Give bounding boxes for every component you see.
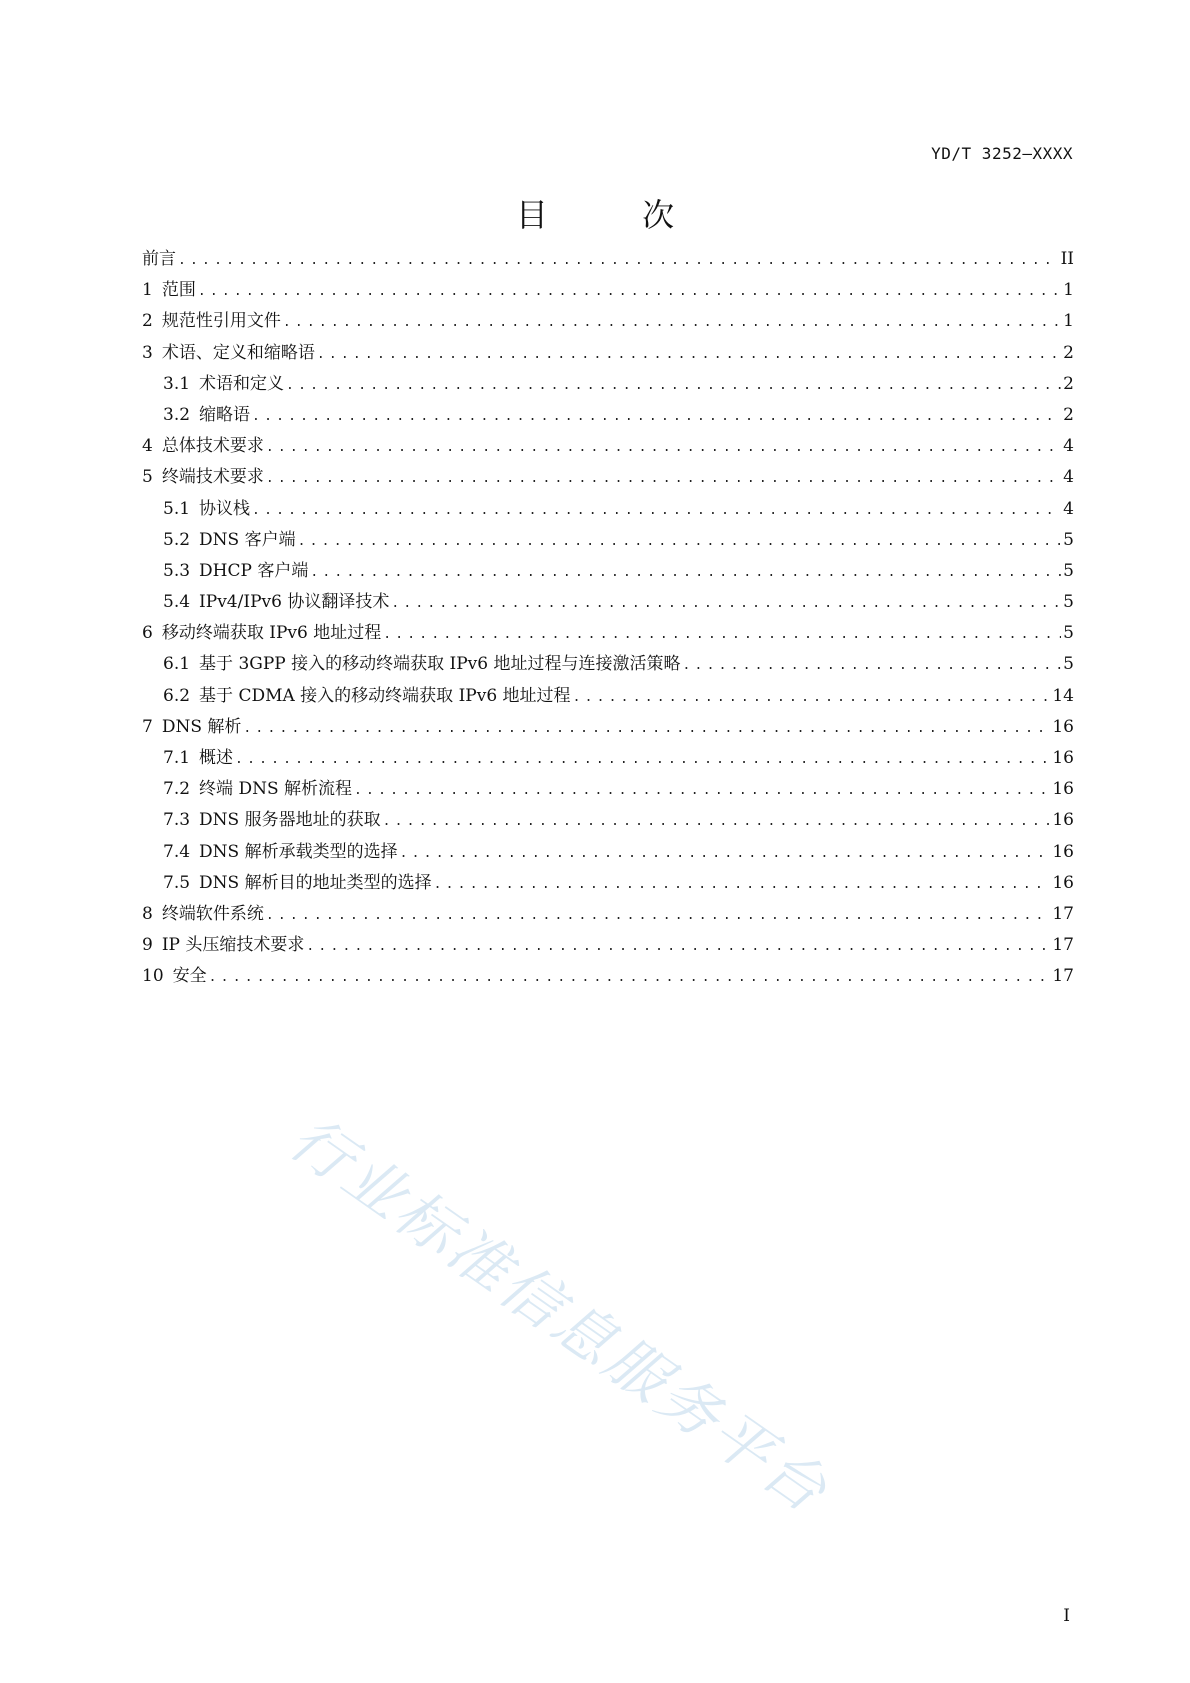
dot-leader	[286, 370, 1061, 401]
watermark: 行业标准信息服务平台	[277, 1103, 842, 1528]
dot-leader	[683, 650, 1062, 681]
dot-leader	[383, 619, 1061, 650]
toc-entry-number: 2	[142, 311, 153, 332]
toc-entry[interactable]	[142, 525, 1074, 556]
toc-entry-page: 14	[1052, 685, 1074, 706]
toc-title: 目 次	[515, 196, 717, 234]
toc-entry-label: 范围	[161, 280, 196, 301]
toc-entry-number: 5	[142, 467, 153, 488]
toc-entry-page: 16	[1052, 716, 1074, 737]
toc-entry-label: 术语和定义	[199, 373, 285, 394]
toc-entry-label: 缩略语	[199, 404, 251, 425]
toc-entry-number: 10	[142, 966, 164, 987]
toc-entry-number: 7.4	[163, 841, 191, 862]
toc-entry-page: 2	[1063, 373, 1074, 394]
toc-entry[interactable]	[142, 587, 1074, 618]
toc-entry-label: DNS 客户端	[199, 529, 296, 550]
toc-entry-label: 概述	[199, 748, 234, 768]
toc-entry-number: 1	[142, 280, 153, 301]
dot-leader	[178, 245, 1059, 276]
toc-entry-page: 16	[1052, 810, 1074, 831]
toc-entry-number: 8	[142, 903, 153, 924]
toc-entry-page: 4	[1063, 436, 1074, 457]
toc-entry-page: 4	[1063, 467, 1074, 488]
toc-entry[interactable]	[142, 556, 1074, 587]
toc-entry-label: 基于 CDMA 接入的移动终端获取 IPv6 地址过程	[199, 685, 571, 706]
toc-entry-page: 1	[1063, 311, 1074, 332]
toc-entry[interactable]	[142, 369, 1074, 400]
dot-leader	[252, 401, 1061, 432]
toc-entry-number: 7.1	[163, 748, 191, 768]
toc-entry[interactable]	[142, 431, 1074, 462]
toc-entry-number: 7.2	[163, 779, 191, 800]
toc-entry-page: 16	[1052, 872, 1074, 893]
toc-entry-label: 基于 3GPP 接入的移动终端获取 IPv6 地址过程与连接激活策略	[199, 654, 681, 675]
toc-entry-number: 6.2	[163, 685, 191, 706]
toc-entry-page: 16	[1052, 748, 1074, 768]
toc-entry-label: DNS 服务器地址的获取	[199, 810, 381, 831]
toc-entry[interactable]	[142, 930, 1074, 961]
dot-leader	[235, 744, 1050, 775]
dot-leader	[198, 276, 1061, 307]
toc-entry-page: 5	[1063, 623, 1074, 644]
toc-entry-label: 规范性引用文件	[161, 311, 281, 332]
toc-entry[interactable]	[142, 805, 1074, 836]
dot-leader	[252, 495, 1061, 526]
toc-entry-number: 7.5	[163, 872, 191, 893]
toc-entry-page: 5	[1063, 560, 1074, 581]
toc-entry-number: 7	[142, 716, 153, 737]
toc-entry-page: 17	[1052, 966, 1074, 987]
toc-entry-number: 7.3	[163, 810, 191, 831]
dot-leader	[573, 682, 1051, 713]
toc-entry-number: 6	[142, 623, 153, 644]
toc-entry-number: 5.1	[163, 498, 191, 519]
toc-entry-label: 终端技术要求	[161, 467, 264, 488]
toc-entry-page: 17	[1052, 903, 1074, 924]
dot-leader	[310, 557, 1061, 588]
toc-entry[interactable]	[142, 462, 1074, 493]
toc-entry[interactable]	[142, 338, 1074, 369]
dot-leader	[266, 432, 1061, 463]
toc-entry-label: 终端软件系统	[161, 903, 264, 924]
toc-entry[interactable]	[142, 868, 1074, 899]
toc-entry-label: DHCP 客户端	[199, 560, 309, 581]
toc-entry[interactable]	[142, 649, 1074, 680]
toc-entry-label: 移动终端获取 IPv6 地址过程	[161, 623, 382, 644]
toc-entry[interactable]	[142, 743, 1074, 774]
toc-entry-label: 终端 DNS 解析流程	[199, 779, 353, 800]
toc-entry[interactable]	[142, 774, 1074, 805]
toc-entry-number: 3.1	[163, 373, 191, 394]
dot-leader	[306, 931, 1050, 962]
dot-leader	[317, 339, 1061, 370]
dot-leader	[400, 838, 1051, 869]
toc-entry-page: 5	[1063, 529, 1074, 550]
toc-entry-label: DNS 解析	[161, 716, 242, 737]
toc-entry-number: 6.1	[163, 654, 191, 675]
dot-leader	[266, 900, 1051, 931]
toc-entry-page: 17	[1052, 935, 1074, 956]
toc-entry-number: 3	[142, 342, 153, 363]
toc-entry[interactable]	[142, 400, 1074, 431]
toc-entry-label: 协议栈	[199, 498, 251, 519]
toc-entry-label: 术语、定义和缩略语	[161, 342, 315, 363]
dot-leader	[354, 775, 1050, 806]
toc-entry-page: 5	[1063, 654, 1074, 675]
dot-leader	[243, 713, 1050, 744]
toc-entry-page: 1	[1063, 280, 1074, 301]
toc-entry-page: 4	[1063, 498, 1074, 519]
toc-entry-page: 2	[1063, 342, 1074, 363]
toc-entry-number: 5.4	[163, 592, 191, 613]
toc-entry[interactable]	[142, 306, 1074, 337]
toc-entry[interactable]	[142, 618, 1074, 649]
toc-entry-number: 3.2	[163, 404, 191, 425]
toc-entry-label: DNS 解析承载类型的选择	[199, 841, 398, 862]
dot-leader	[283, 307, 1061, 338]
toc-entry-number: 5.3	[163, 560, 191, 581]
toc-entry-label: IPv4/IPv6 协议翻译技术	[199, 592, 390, 613]
toc-entry[interactable]	[142, 275, 1074, 306]
toc-entry[interactable]	[142, 899, 1074, 930]
toc-entry[interactable]	[142, 961, 1074, 992]
toc-entry-label: 安全	[172, 966, 207, 987]
toc-entry-label: DNS 解析目的地址类型的选择	[199, 872, 432, 893]
dot-leader	[209, 962, 1051, 993]
toc-entry-number: 5.2	[163, 529, 191, 550]
toc-entry-page: II	[1060, 249, 1074, 269]
toc-entry-label: IP 头压缩技术要求	[161, 935, 305, 956]
document-code: YD/T 3252—XXXX	[931, 144, 1073, 163]
toc-entry-number: 9	[142, 935, 153, 956]
dot-leader	[266, 463, 1061, 494]
toc-entry-page: 2	[1063, 404, 1074, 425]
dot-leader	[298, 526, 1062, 557]
toc-entry-label: 总体技术要求	[161, 436, 264, 457]
toc-entry[interactable]	[142, 681, 1074, 712]
page-number: I	[1063, 1606, 1070, 1626]
toc-entry-page: 16	[1052, 779, 1074, 800]
table-of-contents	[142, 244, 1074, 993]
toc-entry-number: 4	[142, 436, 153, 457]
toc-entry[interactable]	[142, 244, 1074, 275]
dot-leader	[391, 588, 1061, 619]
toc-entry-page: 16	[1052, 841, 1074, 862]
toc-entry[interactable]	[142, 494, 1074, 525]
toc-entry-label: 前言	[142, 249, 176, 269]
toc-entry[interactable]	[142, 712, 1074, 743]
toc-entry[interactable]	[142, 837, 1074, 868]
dot-leader	[383, 806, 1051, 837]
toc-entry-page: 5	[1063, 592, 1074, 613]
dot-leader	[434, 869, 1051, 900]
